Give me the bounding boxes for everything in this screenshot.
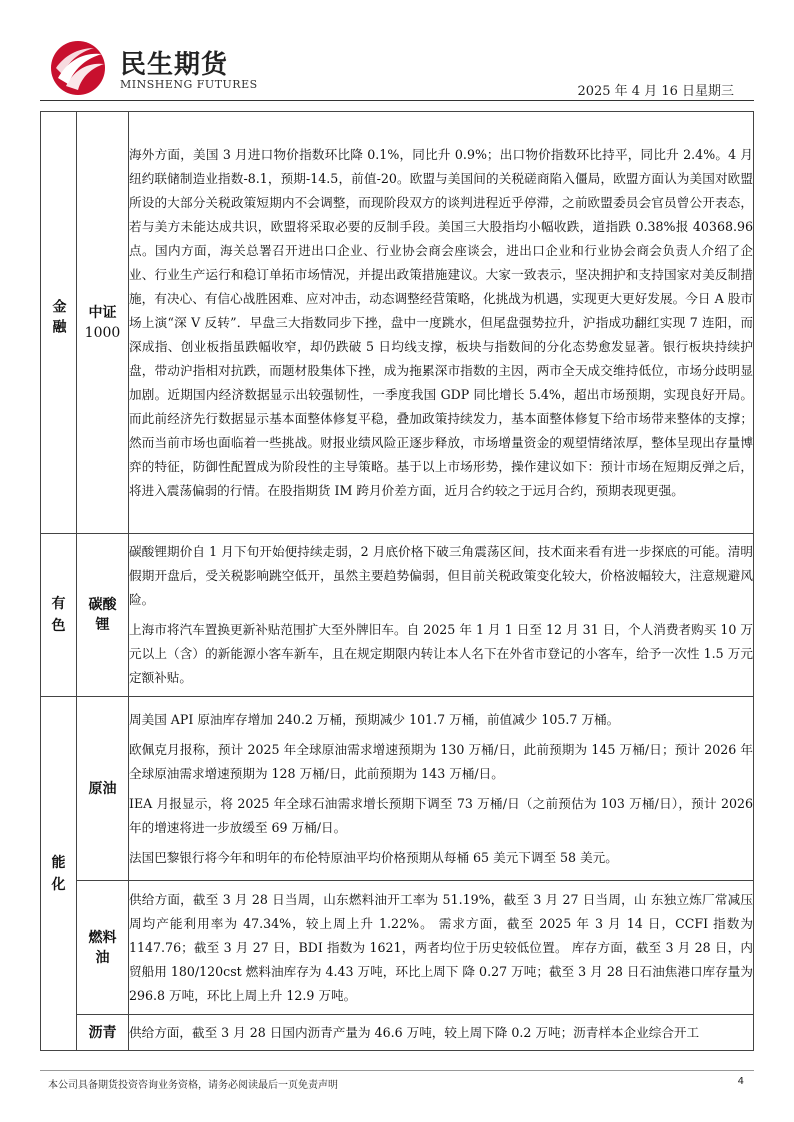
table-row-finance [41,112,754,534]
page-header [40,36,756,100]
footer-disclaimer: 本公司具备期货投资咨询业务资格，请务必阅读最后一页免责声明 [48,1080,338,1091]
commentary-paragraph: 碳酸锂期价自 1 月下旬开始便持续走弱，2 月底价格下破三角震荡区间，技术面来看有进一步探底的可能。清明假期开盘后，受关税影响跳空低开，虽然主要趋势偏弱，但目前关税政策变化较大，价格波幅较大，注意规避风险。 [129,544,753,607]
content-cell-lithium-carbonate [129,534,754,697]
product-label: 沥青 [88,1024,117,1041]
commentary-paragraph: 欧佩克月报称，预计 2025 年全球原油需求增速预期为 130 万桶/日，此前预期为 145 万桶/日；预计 2026 年全球原油需求增速预期为 128 万桶/日，此前预期为 143 万桶/日。 [129,741,753,781]
product-label: 油 [95,949,110,966]
commentary-paragraph: IEA 月报显示，将 2025 年全球石油需求增长预期下调至 73 万桶/日（之前预估为 103 万桶/日），预计 2026 年的增速将进一步放缓至 69 万桶/日。 [129,795,753,835]
product-label: 燃料 [88,929,117,946]
market-commentary-table [40,111,754,1051]
footer-divider [40,1070,754,1071]
page-number: 4 [737,1076,744,1087]
sector-cell-nonferrous [41,534,77,697]
brand-name-en: MINSHENG FUTURES [120,78,258,91]
commentary-paragraph: 海外方面，美国 3 月进口物价指数环比降 0.1%，同比升 0.9%；出口物价指数环比持平，同比升 2.4%。4 月纽约联储制造业指数-8.1，预期-14.5，前值-20。欧盟与美国间的关税磋商陷入僵局，欧盟方面认为美国对欧盟所设的大部分关税政策短期内不会调整，而现阶段双方的谈判进程近乎停滞，之前欧盟委员会官员曾公开表态，若与美方未能达成共识，欧盟将采取必要的反制手段。美国三大股指均小幅收跌，道指跌 0.38%报 40368.96 点。国内方面，海关总署召开进出口企业、行业协会商会座谈会，进出口企业和行业协会商会负责人介绍了企业、行业生产运行和稳订单拓市场情况，并提出政策措施建议。大家一致表示，坚决拥护和支持国家对美反制措施，有决心、有信心战胜困难、应对冲击，动态调整经营策略，化挑战为机遇，实现更大更好发展。今日 A 股市场上演“深 V 反转”．早盘三大指数同步下挫，盘中一度跳水，但尾盘强势拉升，沪指成功翻红实现 7 连阳，而深成指、创业板指虽跌幅收窄，却仍跌破 5 日均线支撑，板块与指数间的分化态势愈发显著。银行板块持续护盘，带动沪指相对抗跌，而题材股集体下挫，成为拖累深市指数的主因，两市全天成交维持低位，市场分歧明显加剧。近期国内经济数据显示出较强韧性，一季度我国 GDP 同比增长 5.4%，超出市场预期，实现良好开局。而此前经济先行数据显示基本面整体修复平稳，叠加政策持续发力，基本面整体修复下给市场带来整体的支撑； 然而当前市场也面临着一些挑战。财报业绩风险正逐步释放，市场增量资金的观望情绪浓厚，整体呈现出存量博弈的特征，防御性配置成为阶段性的主导策略。基于以上市场形势，操作建议如下：预计市场在短期反弹之后，将进入震荡偏弱的行情。在股指期货 IM 跨月价差方面，近月合约较之于远月合约，预期表现更强。 [129,146,753,498]
product-label: 中证 [88,304,117,321]
table-row-fuel-oil [41,881,754,1015]
commentary-paragraph: 上海市将汽车置换更新补贴范围扩大至外牌旧车。自 2025 年 1 月 1 日至 12 月 31 日，个人消费者购买 10 万元以上（含）的新能源小客车新车，且在规定期限内转让本人名下在外省市登记的小客车，给予一次性 1.5 万元定额补贴。 [129,622,753,685]
table-row-crude-oil [41,697,754,881]
content-cell-fuel-oil [129,881,754,1015]
product-cell-csi1000 [77,112,129,534]
product-cell-fuel-oil [77,881,129,1015]
commentary-paragraph: 供给方面，截至 3 月 28 日国内沥青产量为 46.6 万吨，较上周下降 0.2 万吨；沥青样本企业综合开工 [129,1024,700,1040]
product-cell-crude-oil [77,697,129,881]
minsheng-logo-icon [50,40,106,96]
sector-label: 色 [51,618,66,634]
commentary-paragraph: 法国巴黎银行将今年和明年的布伦特原油平均价格预期从每桶 65 美元下调至 58 美元。 [129,849,618,865]
commentary-paragraph: 供给方面，截至 3 月 28 日当周，山东燃料油开工率为 51.19%，截至 3 月 27 日当周，山 东独立炼厂常减压周均产能利用率为 47.34%，较上周上升 1.22%。 需求方面，截至 2025 年 3 月 14 日，CCFI 指数为 1147.76；截至 3 月 27 日，BDI 指数为 1621，两者均位于历史较低位置。 库存方面，截至 3 月 28 日，内贸船用 180/120cst 燃料油库存为 4.43 万吨，环比上周下 降 0.27 万吨；截至 3 月 28 日石油焦港口库存量为 296.8 万吨，环比上周上升 12.9 万吨。 [129,891,753,1003]
product-label: 原油 [88,780,117,797]
brand-name-cn: 民生期货 [120,50,229,80]
report-date: 2025 年 4 月 16 日星期三 [577,84,734,99]
sector-cell-energy [41,697,77,1051]
sector-cell-finance [41,112,77,534]
commentary-paragraph: 周美国 API 原油库存增加 240.2 万桶，预期减少 101.7 万桶，前值减少 105.7 万桶。 [129,711,620,727]
content-cell-crude-oil [129,697,754,881]
content-cell-asphalt [129,1015,754,1051]
sector-label: 能 [51,854,66,871]
product-label-number: 1000 [84,324,121,341]
product-cell-asphalt [77,1015,129,1051]
sector-label: 金融 [50,299,67,339]
sector-label: 有 [51,596,66,612]
header-divider [40,100,754,101]
product-label: 锂 [95,617,110,633]
table-row-nonferrous [41,534,754,697]
product-cell-lithium-carbonate [77,534,129,697]
table-row-asphalt [41,1015,754,1051]
product-label: 碳酸 [88,597,117,613]
sector-label: 化 [51,876,66,893]
content-cell-csi1000 [129,112,754,534]
